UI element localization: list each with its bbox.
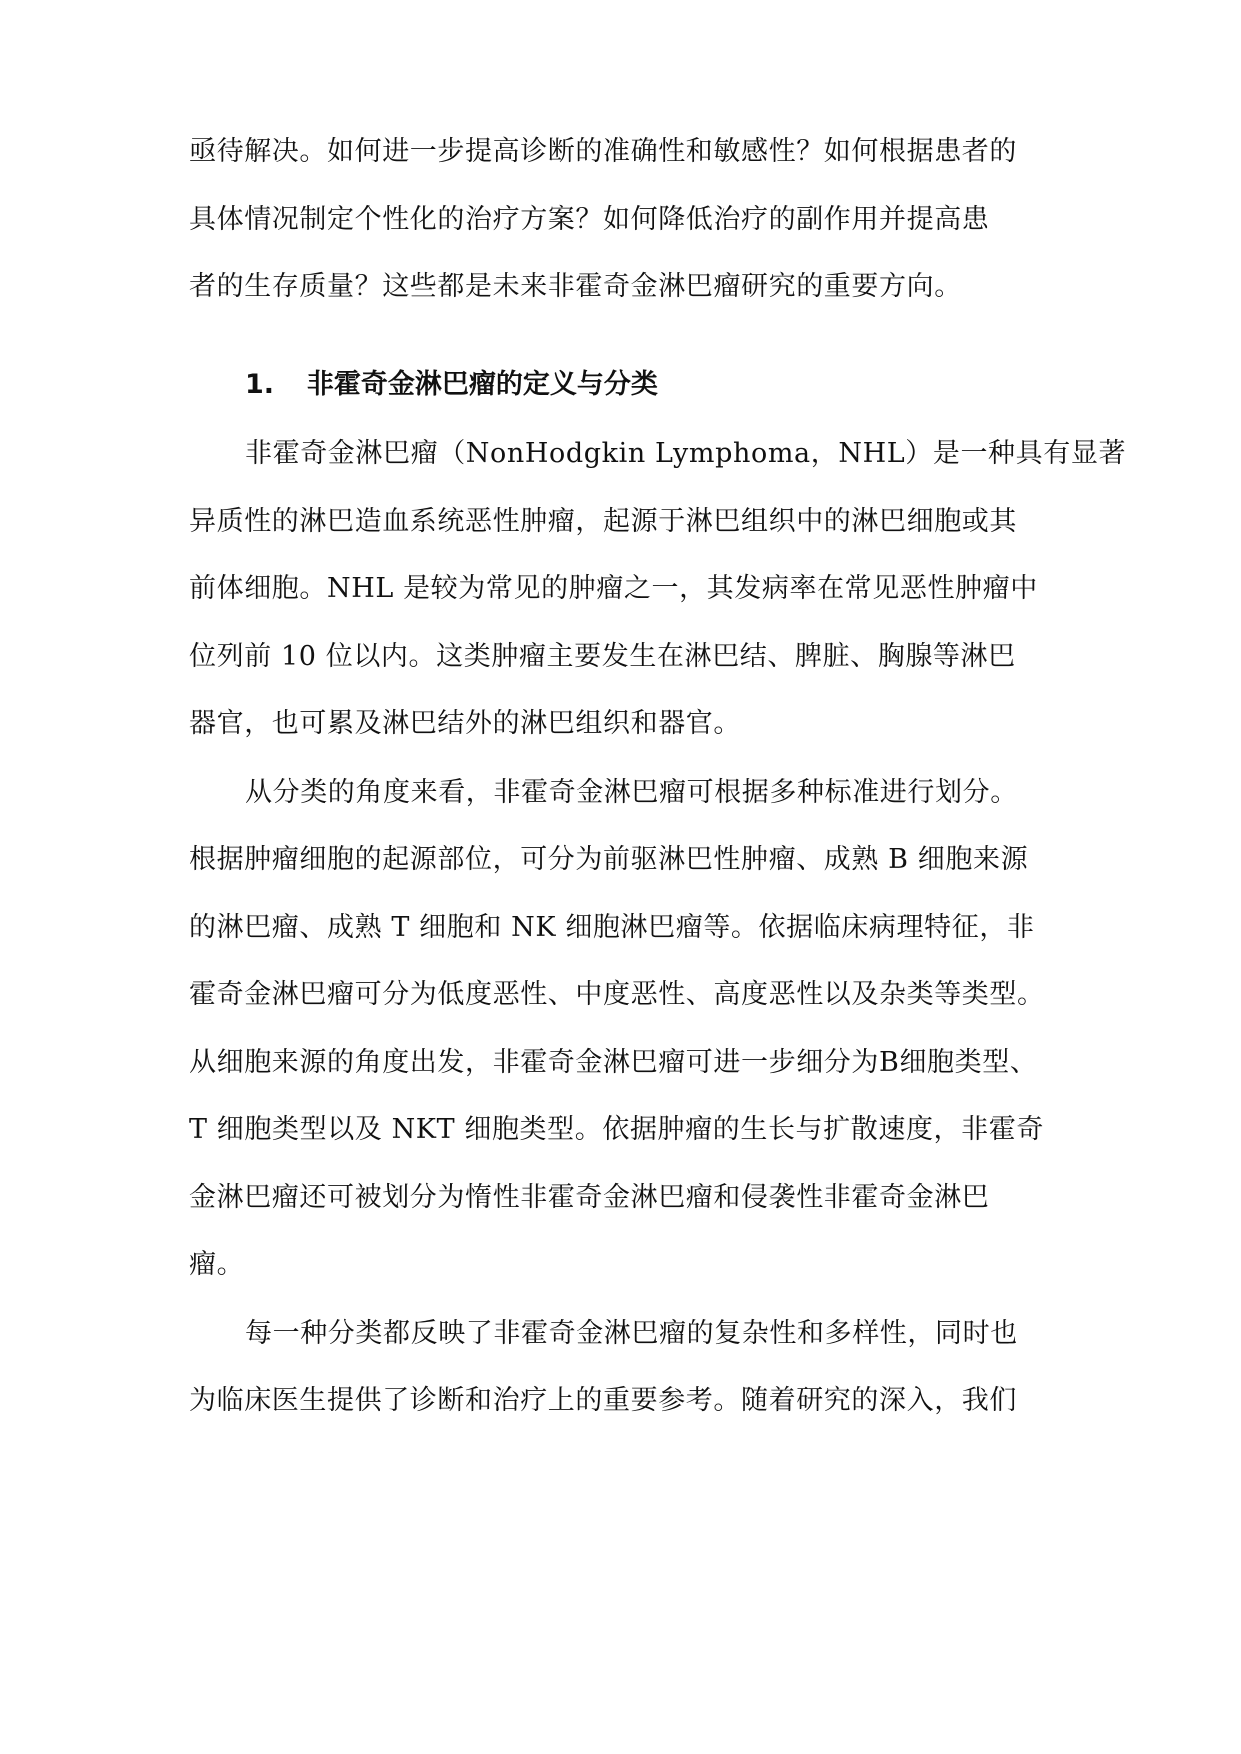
intro-line-3: 者的生存质量？这些都是未来非霍奇金淋巴瘤研究的重要方向。 bbox=[189, 271, 962, 302]
classification-line-3: 的淋巴瘤、成熟 T 细胞和 NK 细胞淋巴瘤等。依据临床病理特征，非 bbox=[189, 912, 1035, 943]
classification-line-7: 金淋巴瘤还可被划分为惰性非霍奇金淋巴瘤和侵袭性非霍奇金淋巴 bbox=[189, 1182, 990, 1213]
section-title: 非霍奇金淋巴瘤的定义与分类 bbox=[306, 369, 658, 400]
intro-line-1: 亟待解决。如何进一步提高诊断的准确性和敏感性？如何根据患者的 bbox=[189, 136, 1017, 167]
classification-line-6: T 细胞类型以及 NKT 细胞类型。依据肿瘤的生长与扩散速度，非霍奇 bbox=[189, 1114, 1044, 1145]
definition-line-1: 非霍奇金淋巴瘤（NonHodgkin Lymphoma，NHL）是一种具有显著 bbox=[245, 438, 1127, 469]
classification-line-4: 霍奇金淋巴瘤可分为低度恶性、中度恶性、高度恶性以及杂类等类型。 bbox=[189, 979, 1045, 1010]
intro-line-2: 具体情况制定个性化的治疗方案？如何降低治疗的副作用并提高患 bbox=[189, 204, 990, 235]
classification-line-5: 从细胞来源的角度出发，非霍奇金淋巴瘤可进一步细分为B细胞类型、 bbox=[189, 1047, 1038, 1078]
classification-line-1: 从分类的角度来看，非霍奇金淋巴瘤可根据多种标准进行划分。 bbox=[245, 777, 1018, 808]
classification-line-8: 瘤。 bbox=[189, 1249, 245, 1280]
definition-line-2: 异质性的淋巴造血系统恶性肿瘤，起源于淋巴组织中的淋巴细胞或其 bbox=[189, 506, 1017, 537]
classification-line-2: 根据肿瘤细胞的起源部位，可分为前驱淋巴性肿瘤、成熟 B 细胞来源 bbox=[189, 844, 1029, 875]
definition-line-4: 位列前 10 位以内。这类肿瘤主要发生在淋巴结、脾脏、胸腺等淋巴 bbox=[189, 641, 1016, 672]
significance-line-1: 每一种分类都反映了非霍奇金淋巴瘤的复杂性和多样性，同时也 bbox=[245, 1318, 1018, 1349]
section-number: 1. bbox=[245, 369, 275, 400]
definition-line-5: 器官，也可累及淋巴结外的淋巴组织和器官。 bbox=[189, 708, 741, 739]
section-heading bbox=[245, 365, 658, 405]
significance-line-2: 为临床医生提供了诊断和治疗上的重要参考。随着研究的深入，我们 bbox=[189, 1385, 1017, 1416]
definition-line-3: 前体细胞。NHL 是较为常见的肿瘤之一，其发病率在常见恶性肿瘤中 bbox=[189, 573, 1038, 604]
